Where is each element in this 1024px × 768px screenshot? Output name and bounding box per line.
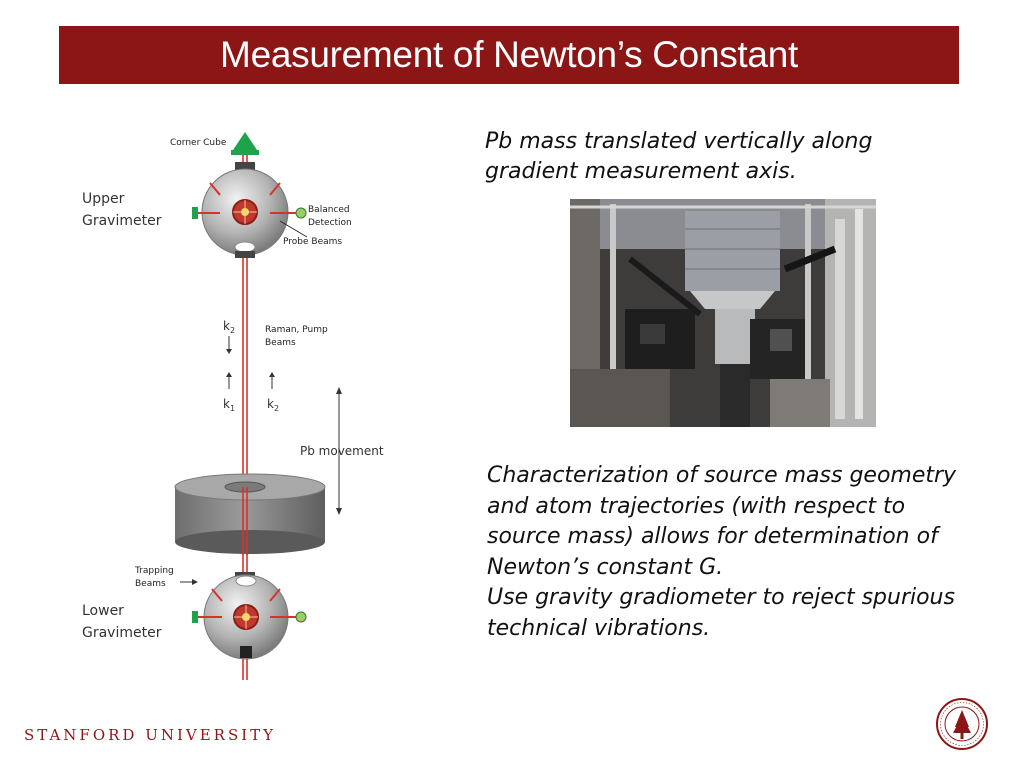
characterization-paragraph: Characterization of source mass geometry and atom trajectories (with respect to source mass) allows for determination of Newton’s constant G. bbox=[487, 463, 957, 580]
pb-movement-label: Pb movement bbox=[300, 444, 384, 458]
k2-bottom-label: $k_2$ bbox=[267, 397, 280, 413]
pb-source-mass bbox=[175, 474, 325, 555]
raman-pump-label-2: Beams bbox=[265, 338, 296, 348]
lower-gravimeter-label-2: Gravimeter bbox=[82, 625, 162, 641]
apparatus-photo bbox=[570, 199, 876, 427]
balanced-detection-label-2: Detection bbox=[308, 218, 352, 228]
trapping-beams-label-2: Beams bbox=[135, 579, 166, 589]
upper-gravimeter-label-2: Gravimeter bbox=[82, 213, 162, 229]
k1-label: $k_1$ bbox=[223, 397, 236, 413]
pb-mass-caption: Pb mass translated vertically along gradient measurement axis. bbox=[485, 129, 873, 184]
characterization-text bbox=[487, 461, 967, 644]
probe-beams-label: Probe Beams bbox=[283, 237, 343, 247]
k2-top-label: $k_2$ bbox=[223, 319, 236, 335]
title-bar bbox=[59, 26, 959, 84]
corner-cube-icon bbox=[233, 132, 257, 150]
lower-gravimeter-label-1: Lower bbox=[82, 603, 124, 619]
gradiometer-paragraph: Use gravity gradiometer to reject spurious technical vibrations. bbox=[487, 585, 955, 641]
upper-gravimeter-label-1: Upper bbox=[82, 191, 125, 207]
balanced-detection-label-1: Balanced bbox=[308, 205, 350, 215]
trapping-beams-label-1: Trapping bbox=[135, 566, 174, 576]
stanford-wordmark: STANFORD UNIVERSITY bbox=[24, 726, 277, 744]
raman-pump-label-1: Raman, Pump bbox=[265, 325, 328, 335]
gravimeter-diagram bbox=[70, 125, 410, 685]
corner-cube-label: Corner Cube bbox=[170, 138, 227, 148]
slide-title: Measurement of Newton’s Constant bbox=[220, 34, 798, 75]
stanford-seal-icon bbox=[935, 697, 989, 751]
lower-gravimeter bbox=[192, 572, 306, 659]
